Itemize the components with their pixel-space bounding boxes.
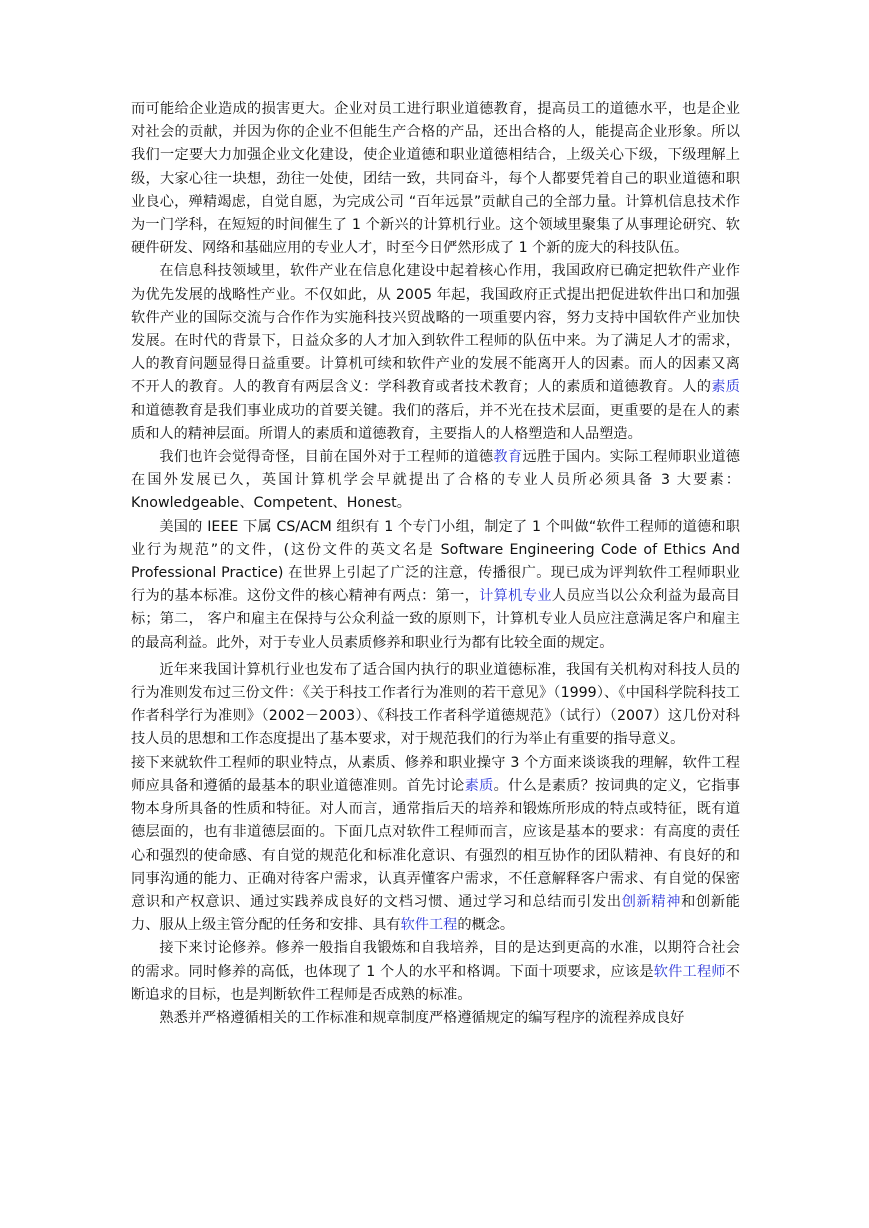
document-body	[131, 98, 740, 1030]
hyperlink[interactable]: 教育	[493, 449, 523, 466]
paragraph	[131, 516, 740, 655]
paragraph	[131, 260, 740, 446]
hyperlink[interactable]: 创新精神	[621, 893, 682, 910]
paragraph-text: 接下来就软件工程师的职业特点，从素质、修养和职业操守 3 个方面来谈谈我的理解，软件工程师应具备和遵循的最基本的职业道德准则。首先讨论	[131, 754, 740, 794]
hyperlink[interactable]: 软件工程	[400, 917, 458, 934]
paragraph	[131, 752, 740, 938]
paragraph-text: 熟悉并严格遵循相关的工作标准和规章制度严格遵循规定的编写程序的流程养成良好	[159, 1009, 685, 1026]
paragraph	[131, 937, 740, 1007]
paragraph-text: 和道德教育是我们事业成功的首要关键。我们的落后，并不光在技术层面，更重要的是在人的素质和人的精神层面。所谓人的素质和道德教育，主要指人的人格塑造和人品塑造。	[131, 402, 740, 442]
paragraph-text: 在信息科技领域里，软件产业在信息化建设中起着核心作用，我国政府已确定把软件产业作为优先发展的战略性产业。不仅如此，从 2005 年起，我国政府正式提出把促进软件出口和加强软件产业的国际交流与合作作为实施科技兴贸战略的一项重要内容，努力支持中国软件产业加快发展。在时代的背景下，日益众多的人才加入到软件工程师的队伍中来。为了满足人才的需求，人的教育问题显得日益重要。计算机可续和软件产业的发展不能离开人的因素。而人的因素又离不开人的教育。人的教育有两层含义：学科教育或者技术教育；人的素质和道德教育。人的	[131, 263, 740, 396]
paragraph	[131, 98, 740, 260]
paragraph-text: 美国的 IEEE 下属 CS/ACM 组织有 1 个专门小组，制定了 1 个叫做“软件工程师的道德和职业行为规范”的文件，(这份文件的英文名是 Software Engineering Code of Ethics And Professional Practice) 在世界上引起了广泛的注意，传播很广。现已成为评判软件工程师职业行为的基本标准。这份文件的核心精神有两点：第一，	[131, 518, 740, 605]
paragraph-text: 远胜于国内。实际工程师职业道德在国外发展已久，英国计算机学会早就提出了合格的专业人员所必须具备 3 大要素：Knowledgeable、Competent、Honest。	[131, 449, 740, 512]
paragraph-text: 不断追求的目标，也是判断软件工程师是否成熟的标准。	[131, 963, 740, 1003]
paragraph-text: 接下来讨论修养。修养一般指自我锻炼和自我培养，目的是达到更高的水准，以期符合社会的需求。同时修养的高低，也体现了 1 个人的水平和格调。下面十项要求，应该是	[131, 940, 740, 980]
paragraph-text: 和创新能力、服从上级主管分配的任务和安排、具有	[131, 893, 740, 934]
paragraph-text: 的概念。	[457, 917, 515, 934]
hyperlink[interactable]: 软件工程师	[653, 963, 726, 980]
paragraph	[131, 1007, 740, 1030]
hyperlink[interactable]: 素质	[711, 379, 740, 396]
paragraph-text: 近年来我国计算机行业也发布了适合国内执行的职业道德标准，我国有关机构对科技人员的行为准则发布过三份文件：《关于科技工作者行为准则的若干意见》（1999）、《中国科学院科技工作者科学行为准则》（2002－2003）、《科技工作者科学道德规范》（试行）（2007）这几份对科技人员的思想和工作态度提出了基本要求，对于规范我们的行为举止有重要的指导意义。	[131, 661, 740, 748]
paragraph	[131, 659, 740, 752]
hyperlink[interactable]: 计算机专业	[479, 588, 552, 605]
paragraph	[131, 446, 740, 516]
paragraph-text: 人员应当以公众利益为最高目标；第二， 客户和雇主在保持与公众利益一致的原则下，计算机专业人员应注意满足客户和雇主的最高利益。此外，对于专业人员素质修养和职业行为都有比较全面的规定。	[131, 588, 740, 651]
paragraph-text: 而可能给企业造成的损害更大。企业对员工进行职业道德教育，提高员工的道德水平，也是企业对社会的贡献，并因为你的企业不但能生产合格的产品，还出合格的人，能提高企业形象。所以我们一定要大力加强企业文化建设，使企业道德和职业道德相结合，上级关心下级，下级理解上级，大家心往一块想，劲往一处使，团结一致，共同奋斗，每个人都要凭着自己的职业道德和职业良心，殚精竭虑，自觉自愿，为完成公司 “百年远景”贡献自己的全部力量。计算机信息技术作为一门学科，在短短的时间催生了 1 个新兴的计算机行业。这个领域里聚集了从事理论研究、软硬件研发、网络和基础应用的专业人才，时至今日俨然形成了 1 个新的庞大的科技队伍。	[131, 101, 740, 257]
paragraph-text: 我们也许会觉得奇怪，目前在国外对于工程师的道德	[159, 449, 494, 466]
paragraph-text: 。什么是素质？按词典的定义，它指事物本身所具备的性质和特征。对人而言，通常指后天的培养和锻炼所形成的特点或特征，既有道德层面的，也有非道德层面的。下面几点对软件工程师而言，应该是基本的要求：有高度的责任心和强烈的使命感、有自觉的规范化和标准化意识、有强烈的相互协作的团队精神、有良好的和同事沟通的能力、正确对待客户需求，认真弄懂客户需求，不任意解释客户需求、有自觉的保密意识和产权意识、通过实践养成良好的文档习惯、通过学习和总结而引发出	[131, 777, 740, 910]
hyperlink[interactable]: 素质	[464, 777, 494, 794]
